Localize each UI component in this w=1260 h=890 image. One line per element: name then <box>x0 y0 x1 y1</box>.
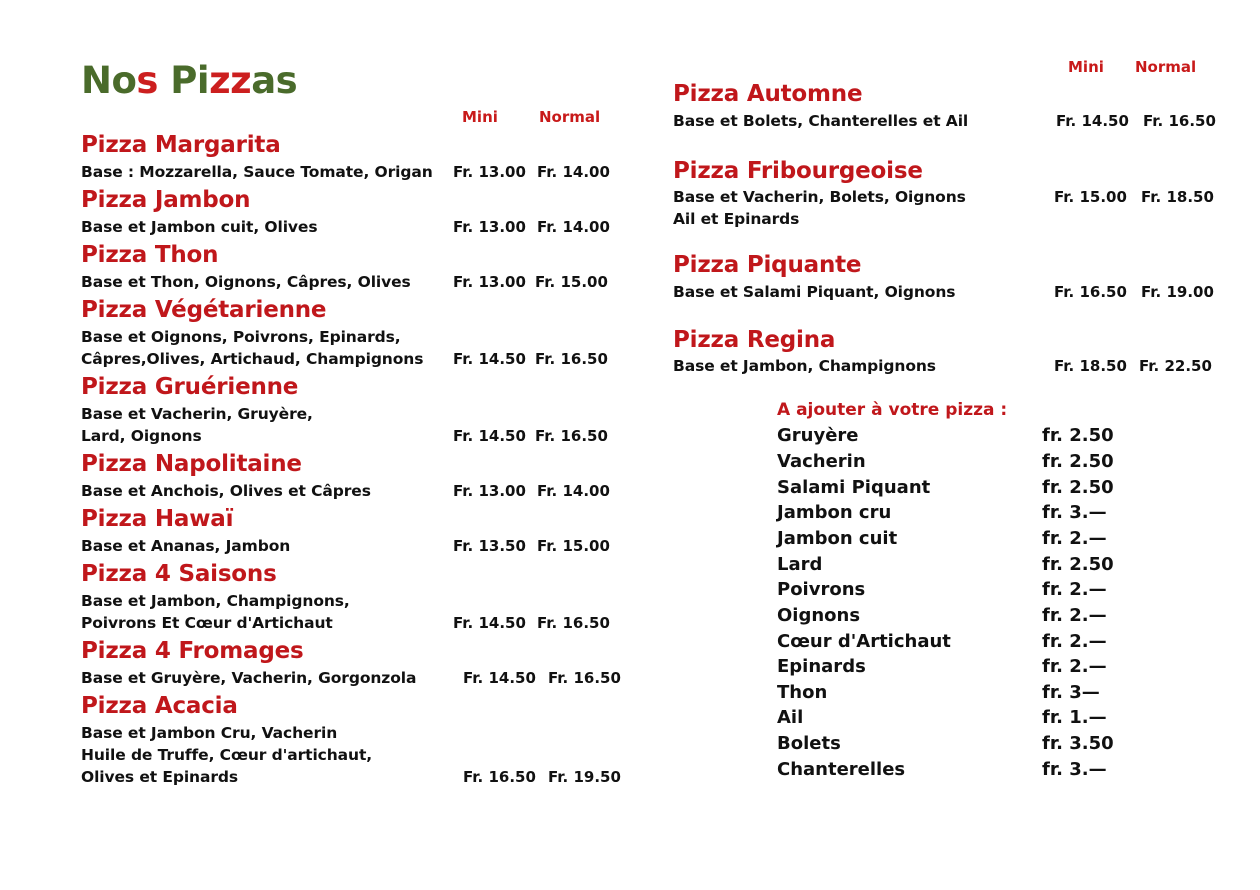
extra-name: Bolets <box>777 733 841 754</box>
pizza-name: Pizza Napolitaine <box>81 451 302 477</box>
price-mini: Fr. 14.50 <box>1056 112 1129 130</box>
pizza-name: Pizza Piquante <box>673 252 862 278</box>
price-normal: Fr. 14.00 <box>537 163 610 181</box>
pizza-name: Pizza Margarita <box>81 132 281 158</box>
extra-name: Chanterelles <box>777 759 906 780</box>
pizza-desc: Base et Oignons, Poivrons, Epinards, <box>81 328 401 346</box>
price-mini: Fr. 13.00 <box>453 218 526 236</box>
pizza-desc: Base et Jambon, Champignons, <box>81 592 350 610</box>
extra-price: fr. 2.— <box>1042 528 1107 549</box>
extra-name: Lard <box>777 554 823 575</box>
extra-price: fr. 2.50 <box>1042 425 1114 446</box>
extra-price: fr. 2.— <box>1042 656 1107 677</box>
pizza-desc: Base et Anchois, Olives et Câpres <box>81 482 371 500</box>
left-header-mini: Mini <box>462 108 498 126</box>
right-header-mini: Mini <box>1068 58 1104 76</box>
pizza-name: Pizza Regina <box>673 327 836 353</box>
price-mini: Fr. 13.50 <box>453 537 526 555</box>
extra-price: fr. 2.— <box>1042 579 1107 600</box>
pizza-desc: Câpres,Olives, Artichaud, Champignons <box>81 350 424 368</box>
pizza-desc: Base et Salami Piquant, Oignons <box>673 283 956 301</box>
price-mini: Fr. 14.50 <box>453 350 526 368</box>
price-mini: Fr. 16.50 <box>1054 283 1127 301</box>
price-mini: Fr. 15.00 <box>1054 188 1127 206</box>
pizza-desc: Base et Bolets, Chanterelles et Ail <box>673 112 969 130</box>
pizza-desc: Huile de Truffe, Cœur d'artichaut, <box>81 746 373 764</box>
pizza-name: Pizza 4 Fromages <box>81 638 304 664</box>
extra-price: fr. 3.50 <box>1042 733 1114 754</box>
extra-name: Jambon cru <box>777 502 892 523</box>
price-normal: Fr. 15.00 <box>537 537 610 555</box>
extra-name: Cœur d'Artichaut <box>777 631 951 652</box>
pizza-name: Pizza Jambon <box>81 187 251 213</box>
extra-price: fr. 3.— <box>1042 759 1107 780</box>
price-mini: Fr. 14.50 <box>453 427 526 445</box>
price-mini: Fr. 14.50 <box>463 669 536 687</box>
extra-name: Oignons <box>777 605 861 626</box>
price-normal: Fr. 14.00 <box>537 218 610 236</box>
extra-name: Epinards <box>777 656 866 677</box>
price-mini: Fr. 13.00 <box>453 163 526 181</box>
extras-title: A ajouter à votre pizza : <box>777 400 1008 420</box>
pizza-name: Pizza Acacia <box>81 693 238 719</box>
pizza-desc: Base : Mozzarella, Sauce Tomate, Origan <box>81 163 433 181</box>
pizza-desc: Poivrons Et Cœur d'Artichaut <box>81 614 333 632</box>
extra-name: Ail <box>777 707 804 728</box>
page-title: Nos Pizzas <box>81 59 298 102</box>
pizza-desc: Ail et Epinards <box>673 210 800 228</box>
pizza-desc: Base et Vacherin, Bolets, Oignons <box>673 188 966 206</box>
price-normal: Fr. 19.50 <box>548 768 621 786</box>
extra-price: fr. 2.— <box>1042 631 1107 652</box>
pizza-desc: Base et Jambon Cru, Vacherin <box>81 724 338 742</box>
pizza-desc: Base et Jambon, Champignons <box>673 357 936 375</box>
extra-price: fr. 2.— <box>1042 605 1107 626</box>
pizza-desc: Base et Vacherin, Gruyère, <box>81 405 313 423</box>
extra-price: fr. 3— <box>1042 682 1100 703</box>
extra-price: fr. 3.— <box>1042 502 1107 523</box>
price-normal: Fr. 16.50 <box>548 669 621 687</box>
price-normal: Fr. 16.50 <box>535 350 608 368</box>
extra-price: fr. 2.50 <box>1042 451 1114 472</box>
pizza-name: Pizza Thon <box>81 242 219 268</box>
pizza-desc: Lard, Oignons <box>81 427 202 445</box>
price-mini: Fr. 13.00 <box>453 273 526 291</box>
right-header-normal: Normal <box>1135 58 1197 76</box>
pizza-desc: Base et Ananas, Jambon <box>81 537 291 555</box>
pizza-desc: Base et Jambon cuit, Olives <box>81 218 318 236</box>
pizza-name: Pizza 4 Saisons <box>81 561 277 587</box>
extra-name: Jambon cuit <box>777 528 898 549</box>
price-mini: Fr. 18.50 <box>1054 357 1127 375</box>
extra-name: Gruyère <box>777 425 859 446</box>
pizza-name: Pizza Gruérienne <box>81 374 299 400</box>
extra-name: Salami Piquant <box>777 477 931 498</box>
pizza-name: Pizza Végétarienne <box>81 297 327 323</box>
extra-name: Thon <box>777 682 828 703</box>
extra-name: Poivrons <box>777 579 866 600</box>
extra-price: fr. 2.50 <box>1042 477 1114 498</box>
price-normal: Fr. 14.00 <box>537 482 610 500</box>
left-header-normal: Normal <box>539 108 601 126</box>
pizza-desc: Base et Thon, Oignons, Câpres, Olives <box>81 273 411 291</box>
price-mini: Fr. 16.50 <box>463 768 536 786</box>
pizza-name: Pizza Hawaï <box>81 506 234 532</box>
pizza-desc: Olives et Epinards <box>81 768 239 786</box>
pizza-name: Pizza Fribourgeoise <box>673 158 923 184</box>
price-normal: Fr. 18.50 <box>1141 188 1214 206</box>
extra-price: fr. 1.— <box>1042 707 1107 728</box>
price-normal: Fr. 16.50 <box>1143 112 1216 130</box>
pizza-name: Pizza Automne <box>673 81 863 107</box>
extra-price: fr. 2.50 <box>1042 554 1114 575</box>
price-normal: Fr. 16.50 <box>537 614 610 632</box>
pizza-desc: Base et Gruyère, Vacherin, Gorgonzola <box>81 669 417 687</box>
price-mini: Fr. 13.00 <box>453 482 526 500</box>
price-normal: Fr. 15.00 <box>535 273 608 291</box>
price-normal: Fr. 22.50 <box>1139 357 1212 375</box>
price-mini: Fr. 14.50 <box>453 614 526 632</box>
extra-name: Vacherin <box>777 451 866 472</box>
price-normal: Fr. 16.50 <box>535 427 608 445</box>
price-normal: Fr. 19.00 <box>1141 283 1214 301</box>
